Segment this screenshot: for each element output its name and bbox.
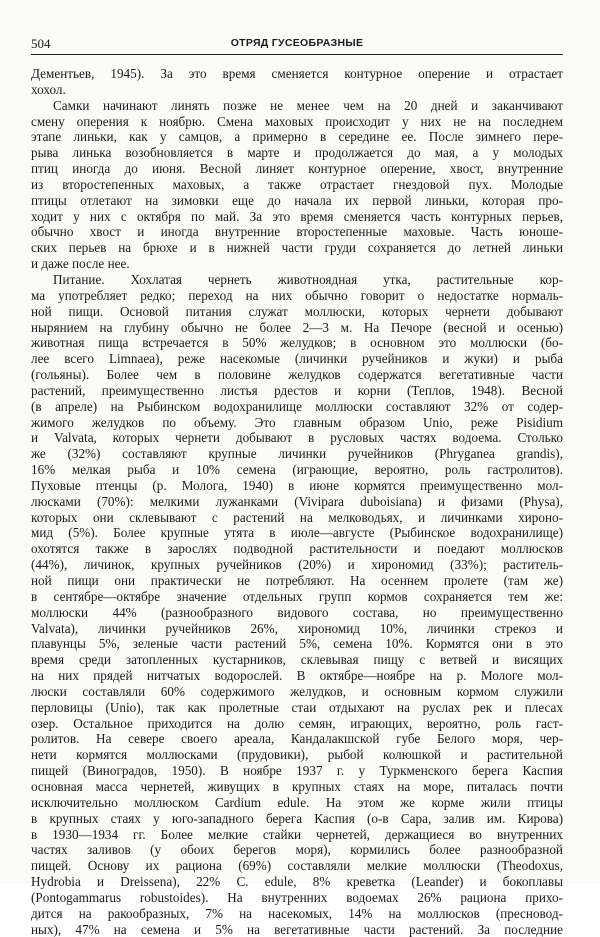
text-line: на них прядей нитчатых водорослей. В октябре—ноябре на р. Мологе мол- — [31, 668, 563, 684]
page-number: 504 — [31, 36, 51, 51]
text-line: основная масса чернетей, живущих в крупных стаях на море, питалась почти — [31, 778, 563, 794]
text-line: ских перьев на брюхе и в нижней части груди сохраняется до летней линьки — [31, 240, 563, 256]
text-line: и даже после нее. — [31, 256, 130, 272]
text-line: Питание. Хохлатая чернеть животноядная утка, растительные кор- — [53, 271, 563, 287]
text-line: Hydrobia и Dreissena), 22% C. edule, 8% креветка (Leander) и бокоплавы — [31, 874, 563, 890]
text-line: хохол. — [31, 81, 66, 97]
text-line: Пуховые птенцы (р. Молога, 1940) в июне кормятся преимущественно мол- — [31, 477, 563, 493]
text-line: (в апреле) на Рыбинском водохранилище моллюски составляют 32% от содер- — [31, 398, 563, 414]
text-line: озер. Остальное приходится на долю семян, играющих, вероятно, роль гаст- — [31, 715, 563, 731]
body-text — [31, 66, 563, 937]
text-line: охотятся также в зарослях подводной растительности и поедают моллюсков — [31, 541, 563, 557]
text-line: Valvata), личинки ручейников 26%, хирономид 10%, личинки стрекоз и — [31, 620, 563, 636]
text-line: нырянием на глубину обычно не более 2—3 м. На Печоре (весной и осенью) — [31, 319, 563, 335]
text-line: лее всего Limnaea), реже насекомые (личинки ручейников и жуки) и рыба — [31, 351, 563, 367]
text-line: частях заливов (у обоих берегов моря), кормились более разнообразной — [31, 842, 563, 858]
text-line: смену оперения к ноябрю. Смена маховых происходит у них не на последнем — [31, 113, 563, 129]
text-line: птицы отлетают на зимовки еще до начала их первой линьки, которая про- — [31, 192, 563, 208]
text-line: Дементьев, 1945). За это время сменяется контурное оперение и отрастает — [31, 66, 563, 81]
text-line: (гольяны). Более чем в половине желудков содержатся вегетативные части — [31, 367, 563, 383]
text-line: растений, преимущественно листья рдестов и корни (Теплов, 1948). Весной — [31, 382, 563, 398]
text-line: перловицы (Unio), так как пролетные стаи отдыхают на руслах рек и плесах — [31, 699, 563, 715]
text-line: Самки начинают линять позже не менее чем на 20 дней и заканчивают — [53, 97, 563, 113]
text-line: ной пищи. Основой питания служат моллюски, которых чернети добывают — [31, 303, 563, 319]
text-line: которых они склевывают с растений на мелководьях, и личинками хироно- — [31, 509, 563, 525]
header-rule — [31, 54, 563, 55]
text-line: и Valvata, которых чернети добывают в русловых частях водоема. Столько — [31, 430, 563, 446]
page-header — [31, 36, 563, 54]
text-line: мид (5%). Более крупные утята в июле—августе (Рыбинское водохранилище) — [31, 525, 563, 541]
text-line: люски составляли 60% содержимого желудков, и основным кормом служили — [31, 683, 563, 699]
text-line: же (32%) составляют крупные личинки ручейников (Phryganea grandis), — [31, 446, 563, 462]
text-line: в крупных стаях у юго-западного берега Каспия (о-в Сара, залив им. Кирова) — [31, 810, 563, 826]
text-line: в сентябре—октябре значение отдельных групп кормов сохраняется тем же: — [31, 588, 563, 604]
text-line: плавунцы 5%, зеленые части растений 5%, семена 10%. Кормятся они в это — [31, 636, 563, 652]
text-line: дится на ракообразных, 7% на насекомых, 14% на моллюсков (пресновод- — [31, 905, 563, 921]
text-line: моллюски 44% (разнообразного видового состава, но преимущественно — [31, 604, 563, 620]
text-line: пищей. Основу их рациона (69%) составляли мелкие моллюски (Theodoxus, — [31, 858, 563, 874]
text-line: ма употребляет редко; переход на них обычно говорит о недостатке нормаль- — [31, 287, 563, 303]
text-line: нети кормятся моллюсками (прудовики), рыбой колюшкой и растительной — [31, 747, 563, 763]
text-line: птиц иногда до июня. Весной линяет контурное оперение, хвост, внутренние — [31, 161, 563, 177]
text-line: ролитов. На севере своего ареала, Кандалакшской губе Белого моря, чер- — [31, 731, 563, 747]
text-line: в 1930—1934 гг. Более мелкие стайки чернетей, держащиеся во внутренних — [31, 826, 563, 842]
text-line: время среди затопленных кустарников, склевывая пищу с ветвей и висящих — [31, 652, 563, 668]
text-line: рыва линька возобновляется в марте и продолжается до мая, а у молодых — [31, 145, 563, 161]
text-line: обычно хвост и иногда внутренние второстепенные маховые. Часть юноше- — [31, 224, 563, 240]
running-head: ОТРЯД ГУСЕОБРАЗНЫЕ — [230, 37, 364, 49]
text-line: пищей (Виноградов, 1950). В ноябре 1937 г. у Туркменского берега Каспия — [31, 763, 563, 779]
text-line: ных), 47% на семена и 5% на вегетативные части растений. За последние — [31, 921, 563, 937]
text-line: из второстепенных маховых, а также отрастает гнездовой пух. Молодые — [31, 176, 563, 192]
text-line: (Pontogammarus robustoides). На внутренних водоемах 26% рациона прихо- — [31, 889, 563, 905]
text-line: жимого желудков по объему. Это главным образом Unio, реже Pisidium — [31, 414, 563, 430]
text-line: исключительно моллюском Cardium edule. На этом же корме жили птицы — [31, 794, 563, 810]
text-line: ной пищи они практически не потребляют. На осеннем пролете (там же) — [31, 573, 563, 588]
text-line: ходит у них с октября по май. За это время сменяется часть контурных перьев, — [31, 208, 563, 224]
text-line: животная пища встречается в 50% желудков; в основном это моллюски (бо- — [31, 335, 563, 351]
text-line: этапе линьки, как у самцов, а примерно в середине ее. После зимнего пере- — [31, 129, 563, 145]
text-line: люсками (70%): мелкими лужанками (Vivipara duboisiana) и физами (Physa), — [31, 493, 563, 509]
text-line: (44%), личинок, крупных ручейников (20%) и хирономид (33%); раститель- — [31, 557, 563, 573]
text-line: 16% мелкая рыба и 10% семена (играющие, вероятно, роль гастролитов). — [31, 462, 563, 478]
